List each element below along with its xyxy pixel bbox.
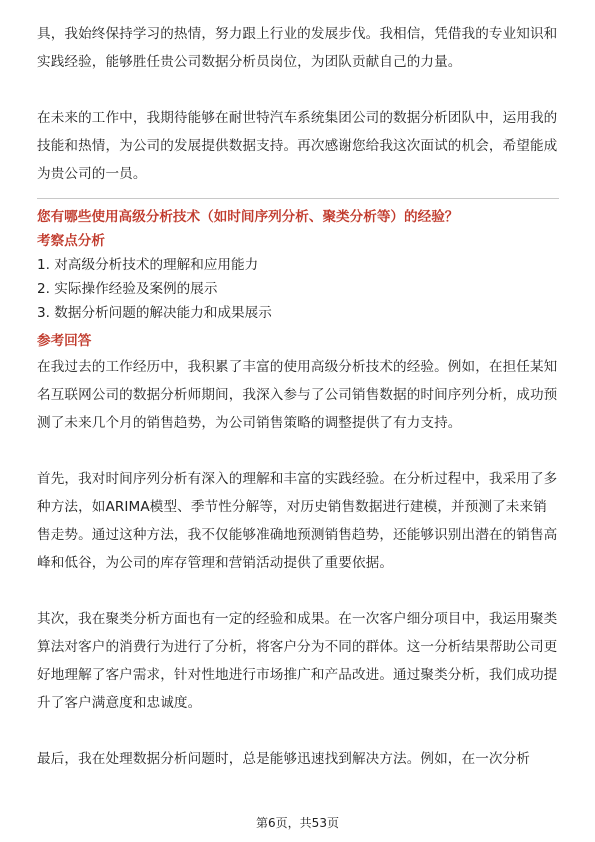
answer-paragraph-4: 最后，我在处理数据分析问题时，总是能够迅速找到解决方法。例如，在一次分析 [37,751,530,767]
question-title: 您有哪些使用高级分析技术（如时间序列分析、聚类分析等）的经验？ [37,209,459,225]
analysis-point-3: 3. 数据分析问题的解决能力和成果展示 [37,305,272,321]
paragraph-gap [37,717,559,745]
answer-paragraph-3: 其次，我在聚类分析方面也有一定的经验和成果。在一次客户细分项目中，我运用聚类算法对客户的消费行为进行了分析，将客户分为不同的群体。这一分析结果帮助公司更好地理解了客户需求，针对性地进行市场推广和产品改进。通过聚类分析，我们成功提升了客户满意度和忠诚度。 [37,611,558,711]
analysis-point-2: 2. 实际操作经验及案例的展示 [37,281,218,297]
answer-paragraph-2: 首先，我对时间序列分析有深入的理解和丰富的实践经验。在分析过程中，我采用了多种方法，如ARIMA模型、季节性分解等，对历史销售数据进行建模，并预测了未来销售走势。通过这种方法，我不仅能够准确地预测销售趋势，还能够识别出潜在的销售高峰和低谷，为公司的库存管理和营销活动提供了重要依据。 [37,471,558,571]
paragraph-gap [37,76,559,104]
paragraph-gap [37,437,559,465]
answer-paragraph-1: 在我过去的工作经历中，我积累了丰富的使用高级分析技术的经验。例如，在担任某知名互联网公司的数据分析师期间，我深入参与了公司销售数据的时间序列分析，成功预测了未来几个月的销售趋势，为公司销售策略的调整提供了有力支持。 [37,359,558,431]
page-number-footer: 第6页，共53页 [256,816,339,830]
paragraph-gap [37,577,559,605]
intro-paragraph-2: 在未来的工作中，我期待能够在耐世特汽车系统集团公司的数据分析团队中，运用我的技能和热情，为公司的发展提供数据支持。再次感谢您给我这次面试的机会，希望能成为贵公司的一员。 [37,110,558,182]
intro-paragraph-1: 具，我始终保持学习的热情，努力跟上行业的发展步伐。我相信，凭借我的专业知识和实践经验，能够胜任贵公司数据分析员岗位，为团队贡献自己的力量。 [37,26,558,70]
answer-label: 参考回答 [37,333,92,349]
page-content [37,20,559,773]
analysis-point-1: 1. 对高级分析技术的理解和应用能力 [37,257,259,273]
analysis-label: 考察点分析 [37,233,105,249]
section-divider [37,198,559,199]
